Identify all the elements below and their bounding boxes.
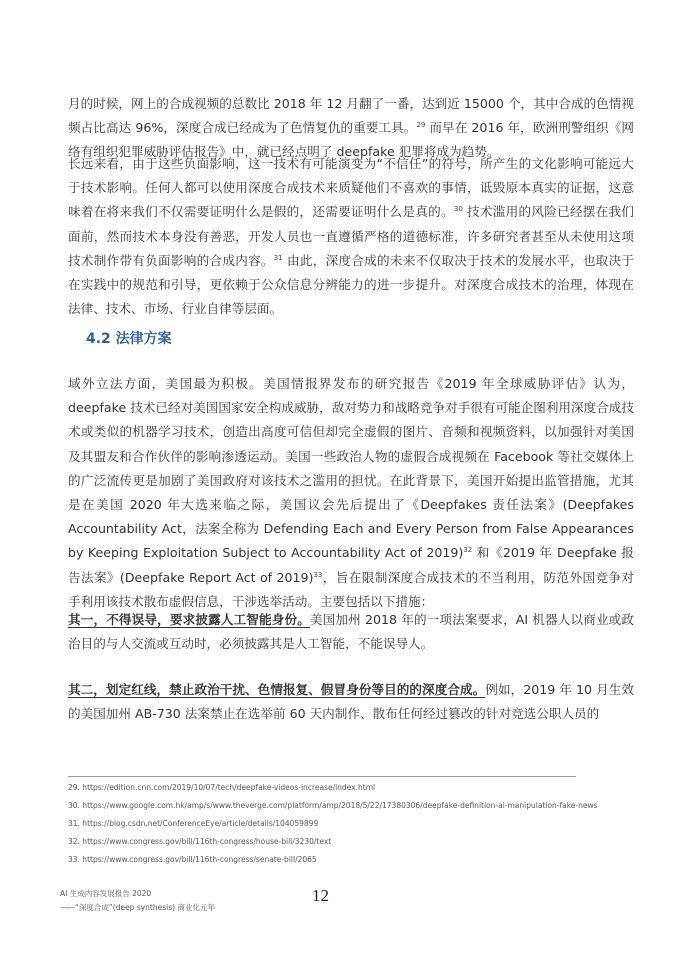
- measure-item-2: [68, 678, 634, 726]
- footnote-ref: 33: [313, 570, 323, 579]
- footnote-ref: 29: [416, 121, 426, 130]
- measure-body: 例如，2019 年 10 月生效的美国加州 AB-730 法案禁止在选举前 60 天内制作、散布任何经过篡改的针对竞选公职人员的: [68, 682, 635, 722]
- section-heading: 4.2 法律方案: [86, 331, 172, 347]
- footnote-divider: [68, 776, 576, 777]
- footnote-33: 33. https://www.congress.gov/bill/116th-congress/senate-bill/2065: [68, 855, 317, 864]
- paragraph-2: 长远来看，由于这些负面影响，这一技术有可能演变为“不信任”的符号，所产生的文化影响可能远大于技术影响。任何人都可以使用深度合成技术来质疑他们不喜欢的事情，诋毁原本真实的证据，这意味着在将来我们不仅需要证明什么是假的，还需要证明什么是真的。$^{30}$ 技术滥用的风险已经摆在我们面前，然而技术本身没有善恶，开发人员也一直遵循严格的道德标准，许多研究者甚至从未使用这项技术制作带有负面影响的合成内容。$^{31}$ 由此，深度合成的未来不仅取决于技术的发展水平，也取决于在实践中的规范和引导，更依赖于公众信息分辨能力的进一步提升。对深度合成技术的治理，体现在法律、技术、市场、行业自律等层面。: [68, 156, 634, 317]
- footer-report-title: AI 生成内容发展报告 2020: [60, 889, 152, 898]
- page-number: 12: [312, 886, 329, 905]
- footnote-30: 30. https://www.google.com.hk/amp/s/www.theverge.com/platform/amp/2018/5/22/17380306/deepfake-definition-ai-manipulation-fake-news: [68, 801, 598, 810]
- footnote-ref: 31: [273, 253, 283, 262]
- measure-item-1: [68, 608, 634, 656]
- footer-subtitle: ——“深度合成”(deep synthesis) 商业化元年: [60, 903, 215, 912]
- paragraph-1: 月的时候，网上的合成视频的总数比 2018 年 12 月翻了一番，达到近 15000 个，其中合成的色情视频占比高达 96%，深度合成已经成为了色情复仇的重要工具。$^{29}$ 而早在 2016 年，欧洲刑警组织《网络有组织犯罪威胁评估报告》中，就已经点明了 deepfake 犯罪将成为趋势。: [68, 96, 634, 160]
- paragraph-3: 域外立法方面，美国最为积极。美国情报界发布的研究报告《2019 年全球威胁评估》认为，deepfake 技术已经对美国国家安全构成威胁，敌对势力和战略竞争对手很有可能企图利用深度合成技术或类似的机器学习技术，创造出高度可信但却完全虚假的图片、音频和视频资料，以加强针对美国及其盟友和合作伙伴的影响渗透运动。美国一些政治人物的虚假合成视频在 Facebook 等社交媒体上的广泛流传更是加剧了美国政府对该技术之滥用的担忧。在此背景下，美国开始提出监管措施，尤其是在美国 2020 年大选来临之际，美国议会先后提出了《Deepfakes 责任法案》(Deepfakes Accountability Act，法案全称为 Defending Each and Every Person from False Appearances by Keeping Exploitation Subject to Accountability Act of 2019)$^{32}$ 和《2019 年 Deepfake 报告法案》(Deepfake Report Act of 2019)$^{33}$，旨在限制深度合成技术的不当利用，防范外国竞争对手利用该技术散布虚假信息，干涉选举活动。主要包括以下措施：: [68, 376, 635, 609]
- measure-body: 美国加州 2018 年的一项法案要求，AI 机器人以商业或政治目的与人交流或互动时，必须披露其是人工智能，不能误导人。: [68, 612, 635, 652]
- footnote-ref: 30: [453, 205, 463, 214]
- footnote-29: 29. https://edition.cnn.com/2019/10/07/tech/deepfake-videos-increase/index.html: [68, 783, 376, 792]
- measure-lead: 其一，不得误导，要求披露人工智能身份。: [68, 612, 310, 627]
- measure-lead: 其二，划定红线，禁止政治干扰、色情报复、假冒身份等目的的深度合成。: [68, 682, 486, 697]
- footnote-31: 31. https://blog.csdn.net/ConferenceEye/article/details/104059899: [68, 819, 319, 828]
- footnote-ref: 32: [463, 546, 473, 555]
- footnote-32: 32. https://www.congress.gov/bill/116th-congress/house-bill/3230/text: [68, 837, 332, 846]
